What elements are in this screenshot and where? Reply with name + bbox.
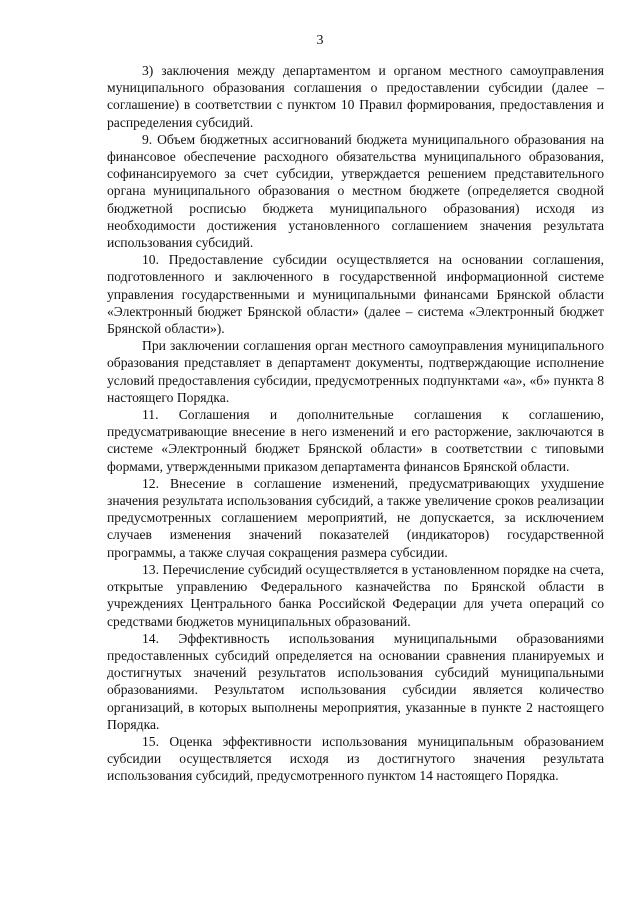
paragraph-item-13: 13. Перечисление субсидий осуществляется в установленном порядке на счета, открытые управлению Федерального казначейства по Брянской области в учреждениях Центрального банка Российской Федерации для учета операций со средствами бюджетов муниципальных образований.	[107, 561, 604, 629]
paragraph-item-14: 14. Эффективность использования муниципальными образованиями предоставленных субсидий определяется на основании сравнения планируемых и достигнутых значений результатов использования субсидий муниципальными образованиями. Результатом использования субсидии является количество организаций, в которых выполнены мероприятия, указанные в пункте 2 настоящего Порядка.	[107, 630, 604, 732]
paragraph-agreement-documents: При заключении соглашения орган местного самоуправления муниципального образования представляет в департамент документы, подтверждающие исполнение условий предоставления субсидии, предусмотренных подпунктами «а», «б» пункта 8 настоящего Порядка.	[107, 338, 604, 405]
paragraph-item-9: 9. Объем бюджетных ассигнований бюджета муниципального образования на финансовое обеспечение расходного обязательства муниципального образования, софинансируемого за счет субсидии, утверждается решением представительного органа муниципального образования о местном бюджете (определяется сводной бюджетной росписью бюджета муниципального образования) исходя из необходимости достижения установленного соглашением значения результата использования субсидий.	[107, 131, 604, 251]
page-number: 3	[316, 33, 324, 48]
paragraph-item-15: 15. Оценка эффективности использования муниципальным образованием субсидии осуществляется исходя из достигнутого значения результата использования субсидий, предусмотренного пунктом 14 настоящего Порядка.	[107, 733, 604, 784]
paragraph-subitem-3: 3) заключения между департаментом и органом местного самоуправления муниципального образования соглашения о предоставлении субсидии (далее – соглашение) в соответствии с пунктом 10 Правил формирования, предоставления и распределения субсидий.	[107, 63, 604, 130]
document-body	[107, 62, 604, 785]
paragraph-item-11: 11. Соглашения и дополнительные соглашения к соглашению, предусматривающие внесение в него изменений и его расторжение, заключаются в системе «Электронный бюджет Брянской области» в соответствии с типовыми формами, утвержденными приказом департамента финансов Брянской области.	[107, 407, 604, 474]
paragraph-item-12: 12. Внесение в соглашение изменений, предусматривающих ухудшение значения результата использования субсидий, а также увеличение сроков реализации предусмотренных соглашением мероприятий, не допускается, за исключением случаев изменения значений показателей (индикаторов) государственной программы, а также случая сокращения размера субсидии.	[107, 475, 604, 560]
paragraph-item-10: 10. Предоставление субсидии осуществляется на основании соглашения, подготовленного и заключенного в государственной информационной системе управления государственными и муниципальными финансами Брянской области «Электронный бюджет Брянской области» (далее – система «Электронный бюджет Брянской области»).	[107, 252, 604, 337]
